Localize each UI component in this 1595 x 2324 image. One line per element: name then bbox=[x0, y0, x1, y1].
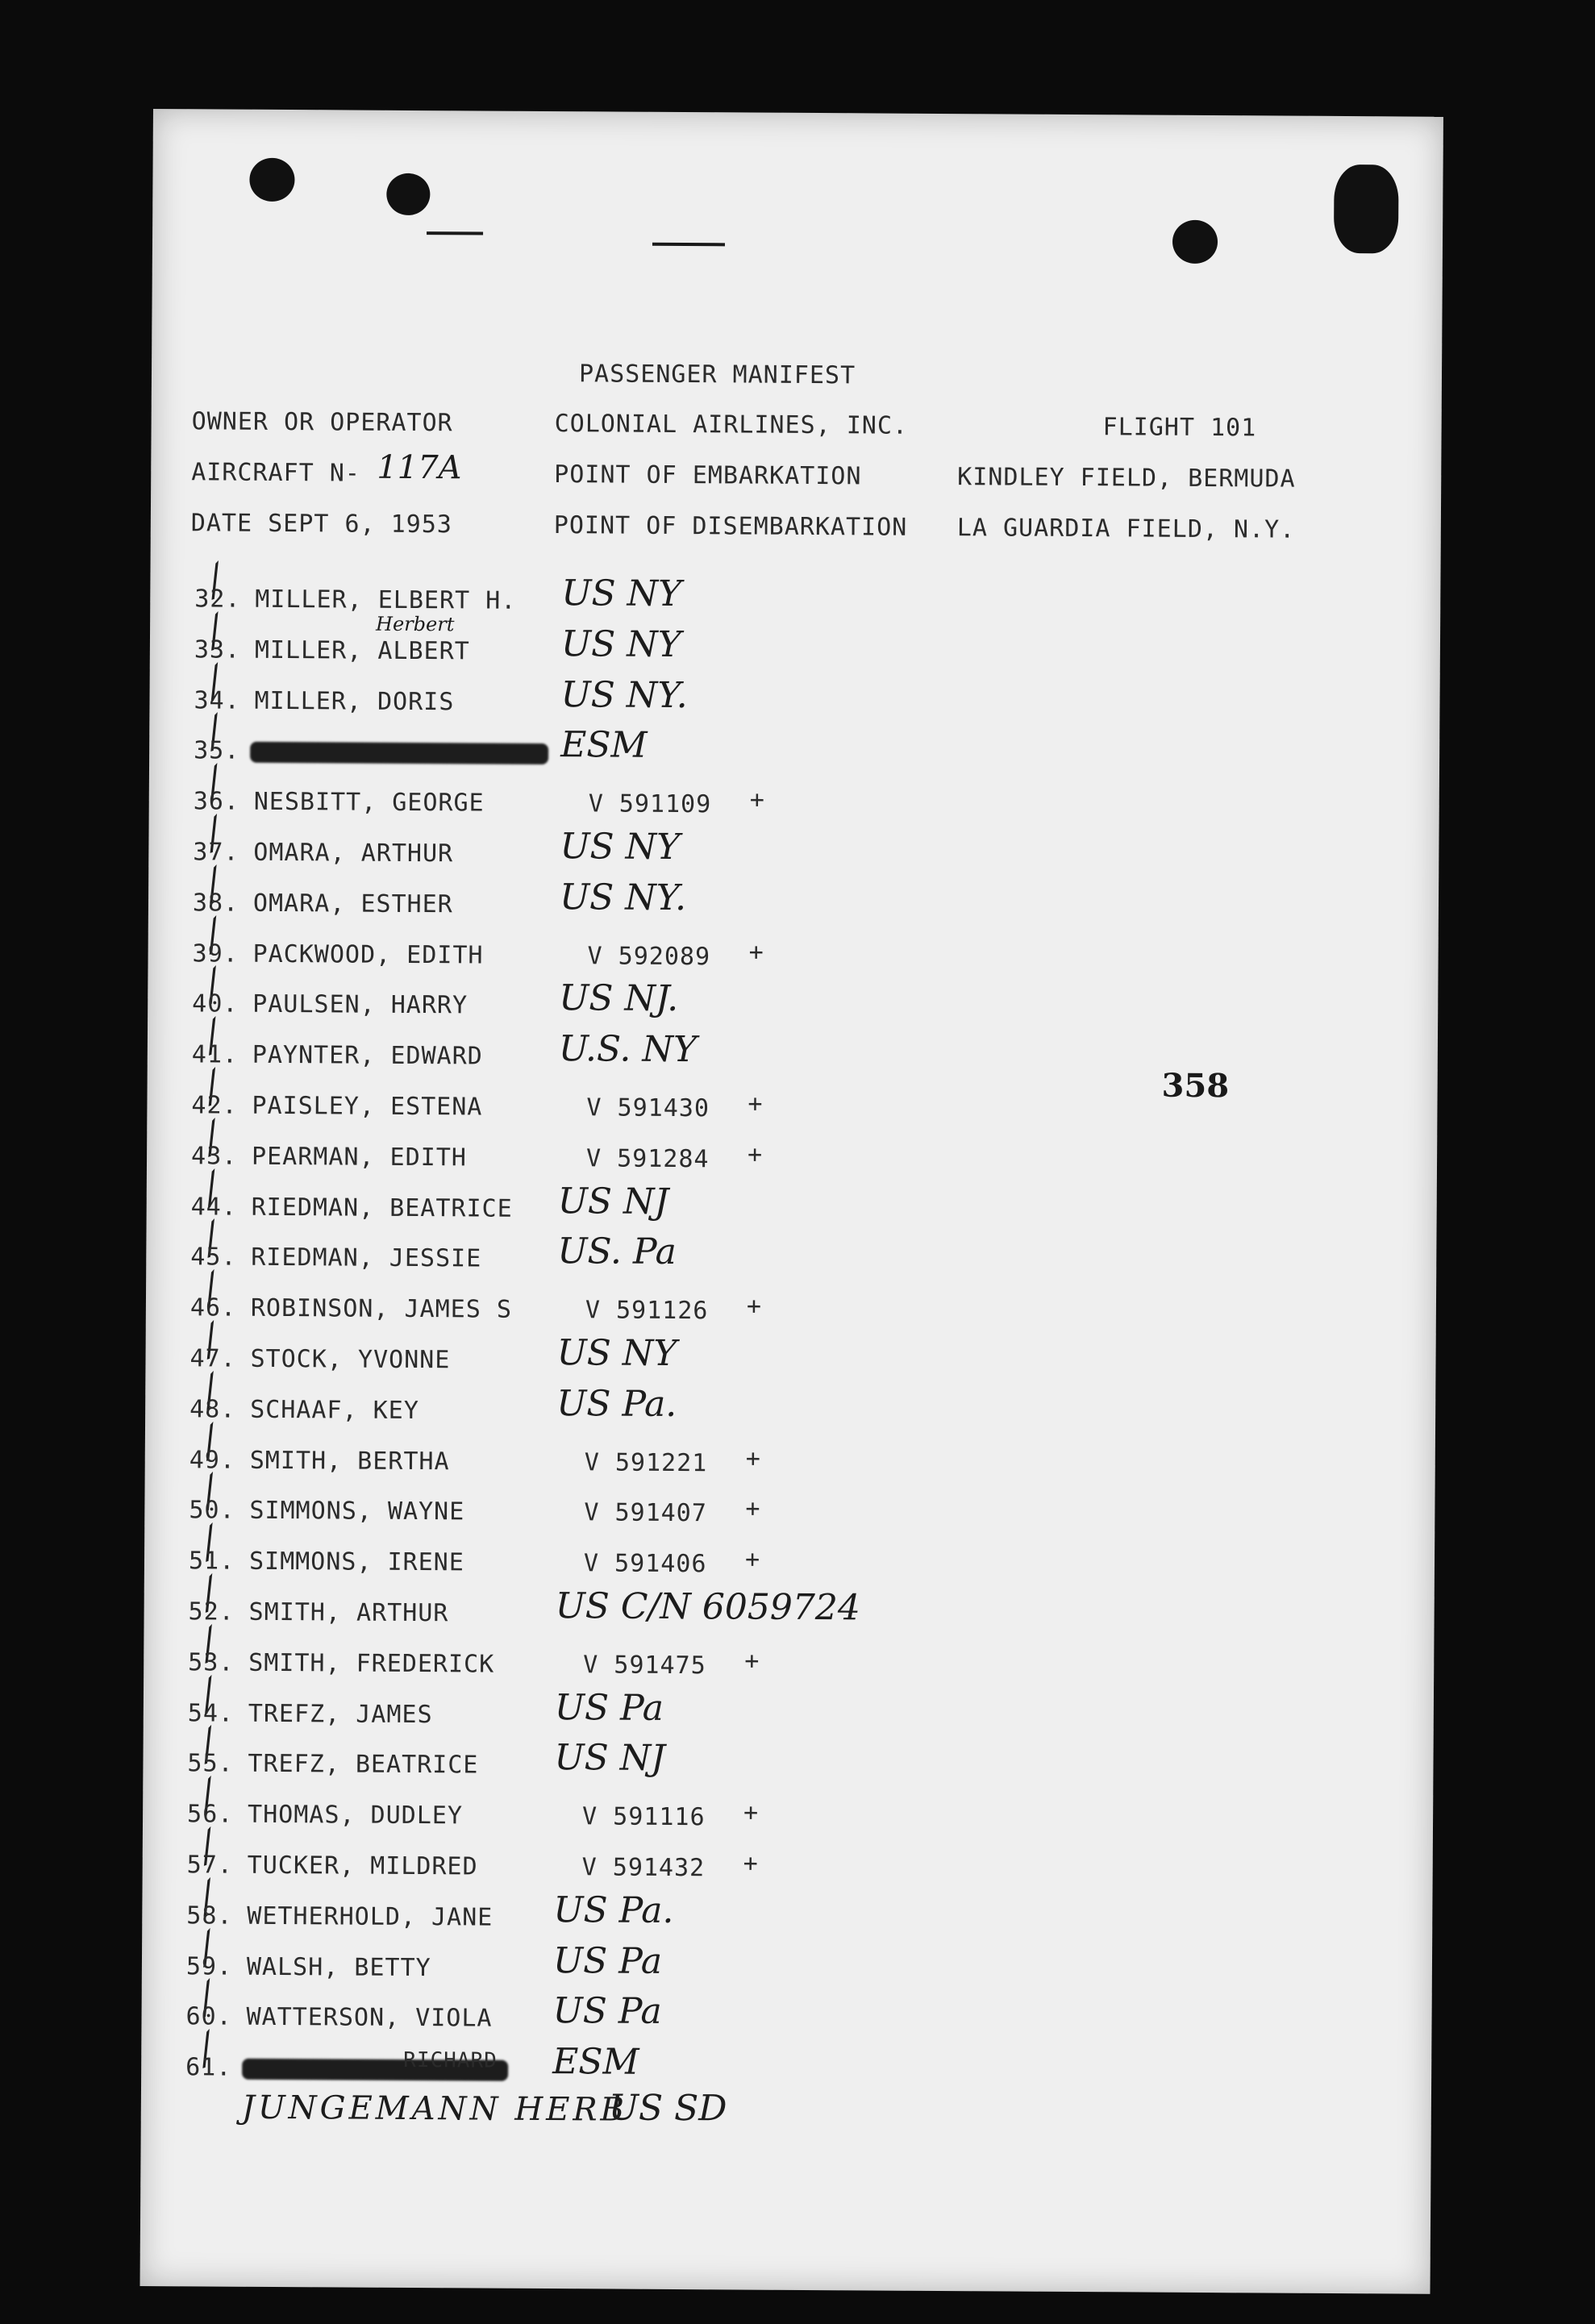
owner-label: OWNER OR OPERATOR bbox=[191, 407, 453, 438]
passenger-name: PAYNTER, EDWARD bbox=[252, 1040, 483, 1071]
last-entry-origin: US SD bbox=[608, 2087, 727, 2130]
handwritten-origin: ESM bbox=[560, 724, 648, 767]
passenger-name: TUCKER, MILDRED bbox=[247, 1851, 478, 1881]
flight-number: FLIGHT 101 bbox=[1102, 413, 1257, 443]
passenger-name: ROBINSON, JAMES S bbox=[250, 1293, 513, 1324]
page-number-stamp: 358 bbox=[1161, 1066, 1230, 1106]
handwritten-origin: US Pa bbox=[554, 1686, 664, 1729]
visa-number: V 591109 bbox=[588, 789, 712, 819]
passenger-row bbox=[143, 1737, 1433, 1805]
passenger-row bbox=[145, 1382, 1435, 1451]
passenger-name: SMITH, BERTHA bbox=[249, 1446, 450, 1476]
passenger-number: 39. bbox=[192, 939, 239, 968]
aircraft-number-handwritten: 117A bbox=[377, 448, 462, 487]
passenger-number: 41. bbox=[191, 1040, 239, 1069]
passenger-number: 32. bbox=[194, 585, 241, 614]
tick-mark: + bbox=[743, 1798, 760, 1827]
passenger-name: WALSH, BETTY bbox=[246, 1952, 431, 1982]
passenger-name: RIEDMAN, JESSIE bbox=[251, 1243, 482, 1273]
tick-mark: + bbox=[746, 1292, 763, 1321]
disembarkation-label: POINT OF DISEMBARKATION bbox=[553, 511, 908, 542]
passenger-name: SIMMONS, WAYNE bbox=[249, 1497, 465, 1526]
passenger-number: 40. bbox=[192, 989, 239, 1019]
punch-hole-3 bbox=[1172, 220, 1218, 264]
passenger-name: SIMMONS, IRENE bbox=[248, 1547, 464, 1577]
handwritten-origin: US C/N 6059724 bbox=[555, 1585, 860, 1629]
passenger-name: THOMAS, DUDLEY bbox=[247, 1800, 464, 1830]
passenger-number: 38. bbox=[192, 889, 239, 918]
passenger-name: TREFZ, BEATRICE bbox=[248, 1750, 479, 1780]
tick-mark: + bbox=[749, 785, 765, 814]
passenger-name: PAISLEY, ESTENA bbox=[252, 1091, 483, 1122]
passenger-row bbox=[144, 1585, 1434, 1654]
passenger-number: 51. bbox=[188, 1547, 235, 1576]
passenger-name: PACKWOOD, EDITH bbox=[252, 939, 484, 970]
passenger-row bbox=[146, 1180, 1436, 1249]
passenger-row bbox=[144, 1648, 1434, 1705]
handwritten-origin: US. Pa bbox=[557, 1231, 677, 1273]
passenger-number: 50. bbox=[189, 1496, 235, 1526]
passenger-row bbox=[145, 1332, 1435, 1401]
visa-number: V 591432 bbox=[581, 1853, 706, 1883]
passenger-row bbox=[146, 1293, 1436, 1350]
manifest-page bbox=[140, 109, 1443, 2294]
passenger-name: SCHAAF, KEY bbox=[250, 1395, 419, 1425]
handwritten-origin: US NJ. bbox=[559, 977, 679, 1020]
passenger-row bbox=[142, 1889, 1432, 1958]
passenger-number: 43. bbox=[190, 1142, 238, 1171]
passenger-row bbox=[142, 1939, 1432, 2009]
passenger-number: 45. bbox=[190, 1243, 237, 1272]
passenger-name: OMARA, ARTHUR bbox=[253, 838, 454, 868]
passenger-name: SMITH, ARTHUR bbox=[248, 1597, 449, 1628]
redacted-name bbox=[250, 742, 548, 764]
passenger-name: MILLER, ELBERT H. bbox=[255, 585, 517, 615]
visa-number: V 591406 bbox=[583, 1549, 707, 1579]
passenger-number: 48. bbox=[189, 1395, 236, 1424]
passenger-name: TREFZ, JAMES bbox=[248, 1699, 433, 1729]
visa-number: V 591407 bbox=[584, 1498, 707, 1528]
passenger-number: 57. bbox=[186, 1851, 233, 1880]
passenger-row bbox=[149, 724, 1439, 793]
visa-number: V 592089 bbox=[587, 941, 711, 971]
tick-mark: + bbox=[747, 1140, 764, 1169]
punch-hole-2 bbox=[386, 173, 430, 215]
passenger-number: 58. bbox=[186, 1901, 233, 1930]
passenger-number: 56. bbox=[186, 1800, 234, 1829]
visa-number: V 591475 bbox=[583, 1651, 706, 1681]
handwritten-origin: US NY bbox=[560, 826, 681, 868]
passenger-number: 42. bbox=[191, 1091, 238, 1120]
name-correction: Herbert bbox=[376, 612, 455, 636]
punch-hole-1 bbox=[249, 158, 294, 202]
passenger-name: RIEDMAN, BEATRICE bbox=[251, 1193, 513, 1223]
manifest-date: DATE SEPT 6, 1953 bbox=[190, 509, 453, 539]
passenger-name: MILLER, ALBERT bbox=[254, 635, 470, 666]
passenger-row bbox=[148, 876, 1439, 945]
tick-mark: + bbox=[745, 1494, 761, 1524]
passenger-name: OMARA, ESTHER bbox=[252, 889, 453, 919]
passenger-row bbox=[150, 573, 1440, 641]
passenger-row bbox=[148, 939, 1438, 996]
handwritten-origin: US NY bbox=[560, 623, 681, 665]
passenger-number: 34. bbox=[194, 685, 240, 715]
passenger-number: 37. bbox=[193, 838, 239, 867]
visa-number: V 591116 bbox=[581, 1802, 706, 1832]
visa-number: V 591430 bbox=[586, 1093, 710, 1123]
last-entry-handwritten-name: JUNGEMANN HERB bbox=[241, 2089, 628, 2129]
passenger-number: 46. bbox=[189, 1293, 237, 1322]
passenger-row bbox=[150, 612, 1440, 692]
passenger-number: 33. bbox=[194, 635, 241, 664]
torn-corner bbox=[1334, 165, 1399, 253]
passenger-number: 35. bbox=[194, 736, 240, 766]
passenger-name: PAULSEN, HARRY bbox=[252, 990, 469, 1020]
handwritten-origin: US NJ bbox=[557, 1180, 669, 1222]
passenger-number: 60. bbox=[185, 2002, 232, 2032]
embarkation-label: POINT OF EMBARKATION bbox=[554, 460, 862, 491]
passenger-row bbox=[146, 1231, 1436, 1299]
visa-number: V 591221 bbox=[584, 1447, 708, 1477]
passenger-number: 61. bbox=[185, 2053, 232, 2082]
tick-mark: + bbox=[743, 1849, 759, 1878]
passenger-row bbox=[148, 1028, 1438, 1097]
passenger-number: 52. bbox=[188, 1597, 235, 1626]
passenger-number: 36. bbox=[193, 787, 240, 816]
passenger-number: 53. bbox=[188, 1648, 235, 1677]
passenger-number: 54. bbox=[187, 1698, 235, 1728]
passenger-name: SMITH, FREDERICK bbox=[248, 1648, 495, 1679]
passenger-row bbox=[144, 1496, 1435, 1552]
handwritten-origin: US NY. bbox=[560, 673, 688, 716]
handwritten-origin: US Pa bbox=[552, 1939, 663, 1982]
handwritten-origin: US NY bbox=[556, 1332, 677, 1374]
passenger-number: 44. bbox=[190, 1192, 237, 1222]
passenger-row bbox=[149, 673, 1439, 743]
passenger-row bbox=[147, 1142, 1437, 1198]
passenger-row bbox=[147, 1091, 1437, 1147]
handwritten-origin: U.S. NY bbox=[558, 1028, 698, 1071]
edge-mark-2 bbox=[652, 243, 725, 247]
passenger-number: 59. bbox=[185, 1951, 233, 1981]
passenger-name: NESBITT, GEORGE bbox=[253, 787, 485, 818]
handwritten-origin: US NJ bbox=[554, 1737, 666, 1780]
handwritten-origin: US NY bbox=[561, 573, 682, 615]
handwritten-origin: US NY. bbox=[559, 876, 687, 918]
manifest-title: PASSENGER MANIFEST bbox=[578, 360, 856, 390]
passenger-row bbox=[148, 977, 1438, 1046]
passenger-name: MILLER, DORIS bbox=[254, 686, 455, 716]
disembarkation-value: LA GUARDIA FIELD, N.Y. bbox=[956, 514, 1296, 544]
tick-mark: + bbox=[744, 1647, 760, 1676]
tick-mark: + bbox=[748, 1089, 764, 1118]
passenger-name: STOCK, YVONNE bbox=[250, 1344, 451, 1375]
passenger-row bbox=[145, 1446, 1435, 1502]
passenger-row bbox=[143, 1800, 1433, 1856]
owner-value: COLONIAL AIRLINES, INC. bbox=[554, 410, 909, 440]
passenger-row bbox=[144, 1686, 1434, 1755]
handwritten-origin: US Pa. bbox=[556, 1382, 677, 1425]
embarkation-value: KINDLEY FIELD, BERMUDA bbox=[957, 463, 1296, 494]
passenger-number: 49. bbox=[189, 1445, 236, 1475]
tick-mark: + bbox=[745, 1444, 761, 1473]
tick-mark: + bbox=[748, 938, 764, 967]
passenger-number: 55. bbox=[187, 1749, 234, 1779]
visa-number: V 591284 bbox=[585, 1144, 710, 1174]
handwritten-origin: US Pa. bbox=[553, 1889, 674, 1931]
visa-number: V 591126 bbox=[585, 1296, 709, 1326]
passenger-name: WETHERHOLD, JANE bbox=[247, 1901, 493, 1932]
passenger-name: WATTERSON, VIOLA bbox=[246, 2003, 493, 2034]
edge-mark-1 bbox=[427, 231, 483, 235]
passenger-row bbox=[141, 1990, 1431, 2059]
passenger-number: 47. bbox=[189, 1344, 236, 1373]
handwritten-origin: ESM bbox=[552, 2041, 639, 2083]
passenger-row bbox=[148, 787, 1439, 843]
passenger-name: RICHARD bbox=[403, 2048, 498, 2073]
passenger-row bbox=[142, 1851, 1432, 1907]
handwritten-origin: US Pa bbox=[552, 1990, 662, 2033]
tick-mark: + bbox=[744, 1545, 761, 1574]
passenger-name: PEARMAN, EDITH bbox=[251, 1142, 468, 1172]
aircraft-label: AIRCRAFT N- bbox=[191, 458, 361, 488]
passenger-row bbox=[148, 826, 1439, 894]
